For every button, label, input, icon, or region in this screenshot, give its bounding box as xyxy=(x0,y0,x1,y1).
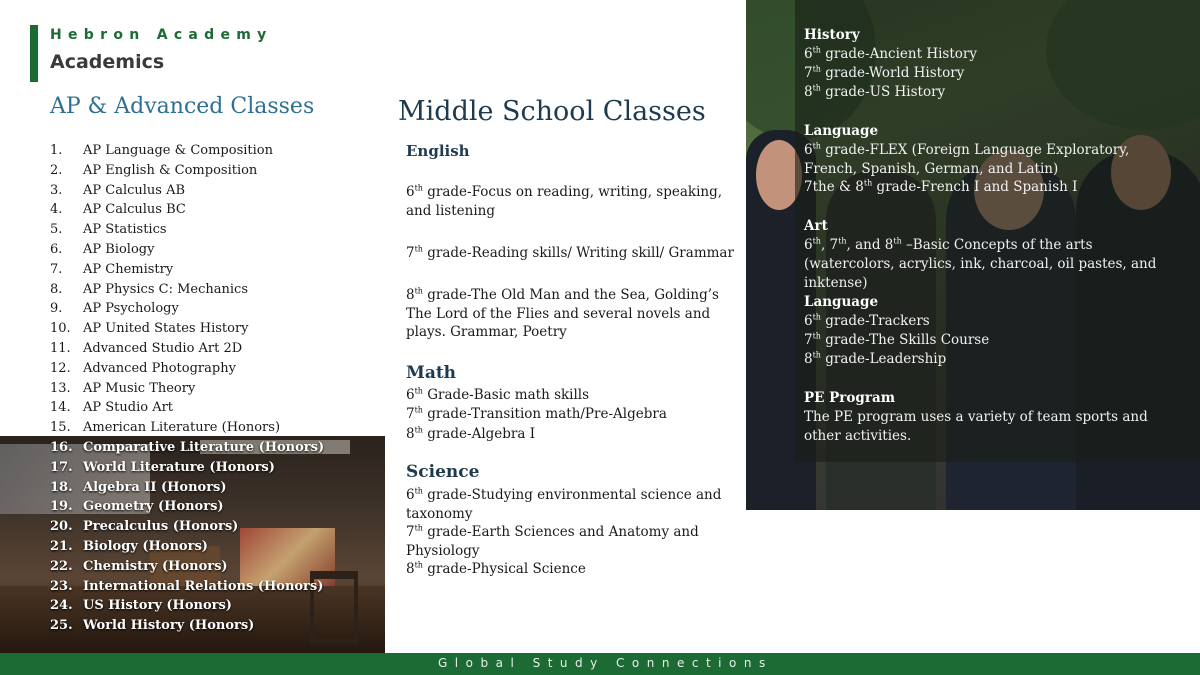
list-item: 12. Advanced Photography xyxy=(50,360,236,376)
history-grade-7: 7th grade-World History xyxy=(804,64,965,81)
english-grade-8: 8th grade-The Old Man and the Sea, Golding’s The Lord of the Flies and several novels and plays. Grammar, Poetry xyxy=(406,286,719,340)
history-heading: History xyxy=(804,27,860,43)
math-grade-7: 7th grade-Transition math/Pre-Algebra xyxy=(406,405,667,422)
list-item: 20. Precalculus (Honors) xyxy=(50,519,239,535)
list-item: 8. AP Physics C: Mechanics xyxy=(50,281,248,297)
list-item: 10. AP United States History xyxy=(50,321,249,337)
list-item: 17. World Literature (Honors) xyxy=(50,459,275,475)
math-grade-6: 6th Grade-Basic math skills xyxy=(406,386,590,403)
language-heading: Language xyxy=(804,123,879,139)
list-item: 23. International Relations (Honors) xyxy=(50,578,324,594)
footer-text: Global Study Connections xyxy=(438,656,773,670)
list-item: 21. Biology (Honors) xyxy=(50,538,208,554)
science-grade-7: 7th grade-Earth Sciences and Anatomy and Physiology xyxy=(406,523,699,559)
english-grade-6: 6th grade-Focus on reading, writing, speaking, and listening xyxy=(406,183,723,219)
science-grade-8: 8th grade-Physical Science xyxy=(406,560,586,577)
section-title: Academics xyxy=(50,51,165,73)
list-item: 18. Algebra II (Honors) xyxy=(50,479,227,495)
list-item: 7. AP Chemistry xyxy=(50,261,174,277)
language2-grade-8: 8th grade-Leadership xyxy=(804,350,947,367)
history-grade-8: 8th grade-US History xyxy=(804,83,946,100)
list-item: 4. AP Calculus BC xyxy=(50,202,186,218)
math-grade-8: 8th grade-Algebra I xyxy=(406,425,536,442)
english-grade-7: 7th grade-Reading skills/ Writing skill/ Grammar xyxy=(406,244,734,261)
language-grade-7-8: 7the & 8th grade-French I and Spanish I xyxy=(804,178,1078,195)
art-description: 6th, 7th, and 8th –Basic Concepts of the arts (watercolors, acrylics, ink, charcoal, oil pastes, and inktense) xyxy=(804,236,1157,291)
list-item: 24. US History (Honors) xyxy=(50,598,232,614)
science-heading: Science xyxy=(406,462,480,482)
list-item: 13. AP Music Theory xyxy=(50,380,196,396)
math-heading: Math xyxy=(406,363,457,383)
pe-heading: PE Program xyxy=(804,390,895,406)
list-item: 15. American Literature (Honors) xyxy=(50,420,281,436)
list-item: 11. Advanced Studio Art 2D xyxy=(50,340,243,356)
ap-classes-heading: AP & Advanced Classes xyxy=(50,94,315,119)
list-item: 19. Geometry (Honors) xyxy=(50,499,224,515)
english-heading: English xyxy=(406,142,470,160)
list-item: 6. AP Biology xyxy=(50,241,155,257)
list-item: 9. AP Psychology xyxy=(50,301,179,317)
language-grade-6: 6th grade-FLEX (Foreign Language Exploratory, French, Spanish, German, and Latin) xyxy=(804,141,1130,177)
language2-grade-6: 6th grade-Trackers xyxy=(804,312,930,329)
language2-grade-7: 7th grade-The Skills Course xyxy=(804,331,990,348)
middle-school-heading: Middle School Classes xyxy=(398,96,706,127)
list-item: 14. AP Studio Art xyxy=(50,400,174,416)
history-grade-6: 6th grade-Ancient History xyxy=(804,45,977,62)
list-item: 3. AP Calculus AB xyxy=(50,182,186,198)
list-item: 22. Chemistry (Honors) xyxy=(50,558,228,574)
list-item: 5. AP Statistics xyxy=(50,222,167,238)
brand-name: Hebron Academy xyxy=(50,27,273,43)
list-item: 2. AP English & Composition xyxy=(50,162,258,178)
science-grade-6: 6th grade-Studying environmental science and taxonomy xyxy=(406,486,722,522)
list-item: 25. World History (Honors) xyxy=(50,618,255,634)
footer-bar xyxy=(0,653,1200,675)
list-item: 16. Comparative Literature (Honors) xyxy=(50,439,325,455)
art-heading: Art xyxy=(804,218,828,234)
language-heading-2: Language xyxy=(804,294,879,310)
ap-class-list xyxy=(50,141,324,636)
pe-description: The PE program uses a variety of team sports and other activities. xyxy=(804,409,1148,444)
header-accent-bar xyxy=(30,25,38,82)
list-item: 1. AP Language & Composition xyxy=(50,143,273,158)
